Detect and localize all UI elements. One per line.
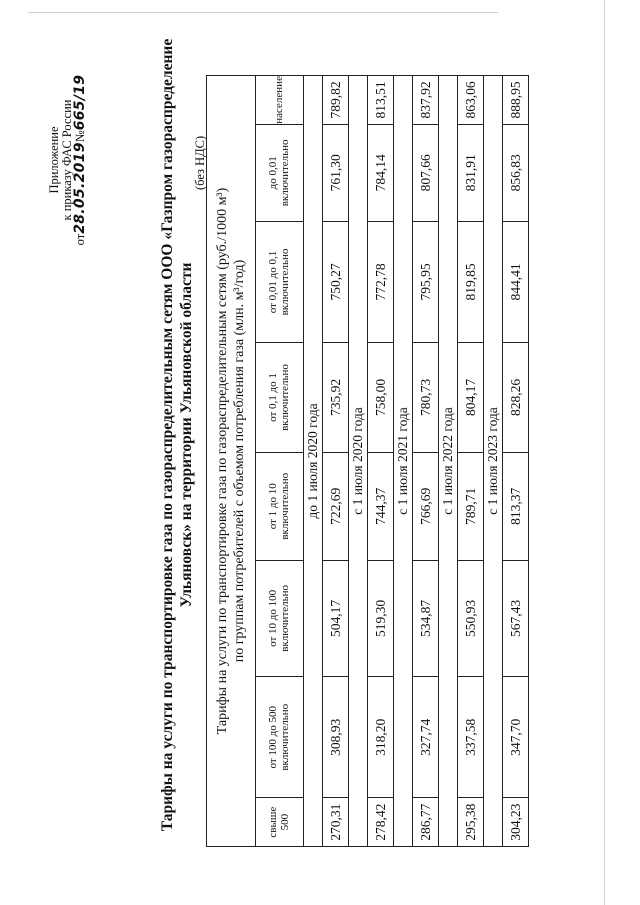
table-cell: 856,83 bbox=[503, 124, 529, 221]
table-cell: 722,69 bbox=[323, 452, 349, 560]
column-header: до 0,01 включительно bbox=[256, 124, 304, 221]
table-cell: 286,77 bbox=[413, 798, 439, 847]
table-cell: 308,93 bbox=[323, 677, 349, 798]
table-cell: 813,51 bbox=[368, 76, 394, 125]
table-row bbox=[368, 76, 394, 847]
column-header: от 0,1 до 1 включительно bbox=[256, 343, 304, 453]
column-header: от 1 до 10 включительно bbox=[256, 452, 304, 560]
handwritten-date: 28.05.2019 bbox=[72, 142, 88, 234]
tariff-table bbox=[206, 75, 529, 847]
table-cell: 519,30 bbox=[368, 560, 394, 677]
table-row bbox=[323, 76, 349, 847]
table-row bbox=[413, 76, 439, 847]
appendix-block bbox=[48, 60, 87, 260]
table-cell: 831,91 bbox=[458, 124, 484, 221]
handwritten-number: 665/19 bbox=[72, 74, 88, 131]
appendix-label: Приложение bbox=[47, 126, 61, 194]
table-cell: 278,42 bbox=[368, 798, 394, 847]
table-cell: 567,43 bbox=[503, 560, 529, 677]
order-date-line: от28.05.2019№665/19 bbox=[72, 74, 88, 246]
table-cell: 784,14 bbox=[368, 124, 394, 221]
period-label: с 1 июля 2020 года bbox=[349, 76, 368, 847]
column-header: свыше 500 bbox=[256, 798, 304, 847]
column-header: от 100 до 500 включительно bbox=[256, 677, 304, 798]
order-reference: к приказу ФАС России bbox=[60, 99, 74, 221]
table-cell: 844,41 bbox=[503, 221, 529, 342]
table-cell: 813,37 bbox=[503, 452, 529, 560]
table-cell: 789,82 bbox=[323, 76, 349, 125]
table-cell: 761,30 bbox=[323, 124, 349, 221]
table-cell: 772,78 bbox=[368, 221, 394, 342]
table-caption: Тарифы на услуги по транспортировке газа по газораспределительным сетям (руб./1000 м³) по группам потребителей с объемом потребления газа (млн. м³/год) bbox=[207, 76, 256, 847]
period-label: с 1 июля 2023 года bbox=[484, 76, 503, 847]
table-cell: 837,92 bbox=[413, 76, 439, 125]
table-cell: 807,66 bbox=[413, 124, 439, 221]
table-cell: 758,00 bbox=[368, 343, 394, 453]
period-label: с 1 июля 2021 года bbox=[394, 76, 413, 847]
table-cell: 347,70 bbox=[503, 677, 529, 798]
table-cell: 780,73 bbox=[413, 343, 439, 453]
table-cell: 888,95 bbox=[503, 76, 529, 125]
table-cell: 735,92 bbox=[323, 343, 349, 453]
table-cell: 804,17 bbox=[458, 343, 484, 453]
table-cell: 337,58 bbox=[458, 677, 484, 798]
table-cell: 327,74 bbox=[413, 677, 439, 798]
column-header: от 10 до 100 включительно bbox=[256, 560, 304, 677]
table-row bbox=[503, 76, 529, 847]
period-label: до 1 июля 2020 года bbox=[304, 76, 323, 847]
table-cell: 550,93 bbox=[458, 560, 484, 677]
column-header: население bbox=[256, 76, 304, 125]
table-cell: 534,87 bbox=[413, 560, 439, 677]
table-row bbox=[458, 76, 484, 847]
table-cell: 318,20 bbox=[368, 677, 394, 798]
table-cell: 795,95 bbox=[413, 221, 439, 342]
table-cell: 750,27 bbox=[323, 221, 349, 342]
header-row bbox=[256, 76, 304, 847]
table-cell: 789,71 bbox=[458, 452, 484, 560]
column-header: от 0,01 до 0,1 включительно bbox=[256, 221, 304, 342]
document-title: Тарифы на услуги по транспортировке газа по газораспределительным сетям ООО «Газпром газораспределение Ульяновск» на территории Ульяновской области bbox=[159, 38, 195, 832]
table-cell: 766,69 bbox=[413, 452, 439, 560]
table-cell: 270,31 bbox=[323, 798, 349, 847]
table-cell: 863,06 bbox=[458, 76, 484, 125]
vat-note: (без НДС) bbox=[193, 135, 207, 190]
table-cell: 295,38 bbox=[458, 798, 484, 847]
table-cell: 819,85 bbox=[458, 221, 484, 342]
table-cell: 304,23 bbox=[503, 798, 529, 847]
table-cell: 828,26 bbox=[503, 343, 529, 453]
period-label: с 1 июля 2022 года bbox=[439, 76, 458, 847]
table-cell: 504,17 bbox=[323, 560, 349, 677]
table-cell: 744,37 bbox=[368, 452, 394, 560]
